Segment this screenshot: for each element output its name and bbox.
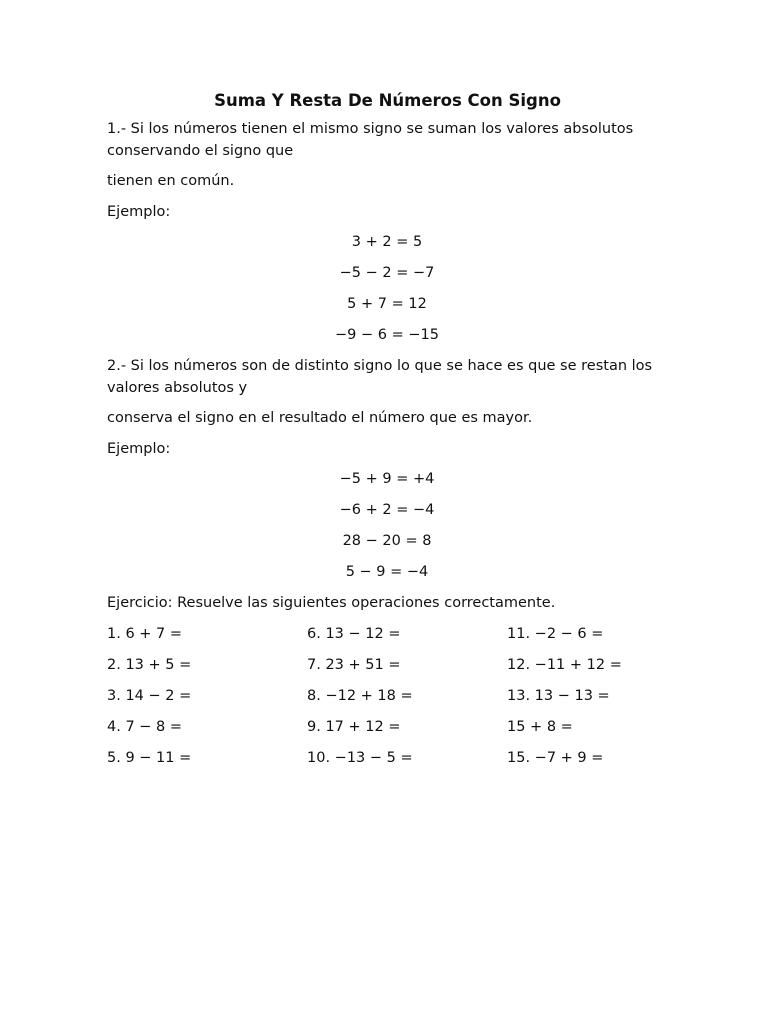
exercise-item: 8. −12 + 18 = <box>307 687 413 704</box>
rule-2-text: 2.- Si los números son de distinto signo lo que se hace es que se restan los valores absolutos y <box>107 358 653 396</box>
exercise-item: 15. −7 + 9 = <box>507 749 604 766</box>
exercise-grid <box>107 624 667 770</box>
rule-2-examples <box>107 469 667 584</box>
example-equation: −6 + 2 = −4 <box>339 502 435 518</box>
page-title: Suma Y Resta De Números Con Signo <box>214 91 561 110</box>
rule-2-text-continued: conserva el signo en el resultado el número que es mayor. <box>107 410 533 426</box>
exercise-item: 7. 23 + 51 = <box>307 656 401 673</box>
document-page <box>107 90 667 769</box>
example-equation: −5 + 9 = +4 <box>339 471 435 487</box>
exercise-item: 3. 14 − 2 = <box>107 687 192 704</box>
exercise-item: 11. −2 − 6 = <box>507 625 604 642</box>
exercise-item: 6. 13 − 12 = <box>307 625 401 642</box>
exercise-item: 1. 6 + 7 = <box>107 625 183 642</box>
exercise-item: 10. −13 − 5 = <box>307 749 413 766</box>
exercise-item: 13. 13 − 13 = <box>507 687 610 704</box>
rule-1-text-continued: tienen en común. <box>107 173 235 189</box>
example-equation: −9 − 6 = −15 <box>335 327 439 343</box>
exercise-item: 15 + 8 = <box>507 718 573 735</box>
rule-1-examples <box>107 232 667 347</box>
exercise-item: 9. 17 + 12 = <box>307 718 401 735</box>
example-equation: 28 − 20 = 8 <box>342 533 432 549</box>
example-equation: −5 − 2 = −7 <box>339 265 435 281</box>
exercise-item: 5. 9 − 11 = <box>107 749 192 766</box>
rule-1-example-label: Ejemplo: <box>107 203 171 220</box>
example-equation: 5 − 9 = −4 <box>345 564 429 580</box>
exercise-item: 4. 7 − 8 = <box>107 718 183 735</box>
example-equation: 5 + 7 = 12 <box>347 296 427 312</box>
example-equation: 3 + 2 = 5 <box>351 234 423 250</box>
exercise-item: 2. 13 + 5 = <box>107 656 192 673</box>
exercise-item: 12. −11 + 12 = <box>507 656 622 673</box>
rule-1-text: 1.- Si los números tienen el mismo signo se suman los valores absolutos conservando el signo que <box>107 121 634 159</box>
rule-2-example-label: Ejemplo: <box>107 440 171 457</box>
exercise-instruction: Ejercicio: Resuelve las siguientes operaciones correctamente. <box>107 595 556 611</box>
